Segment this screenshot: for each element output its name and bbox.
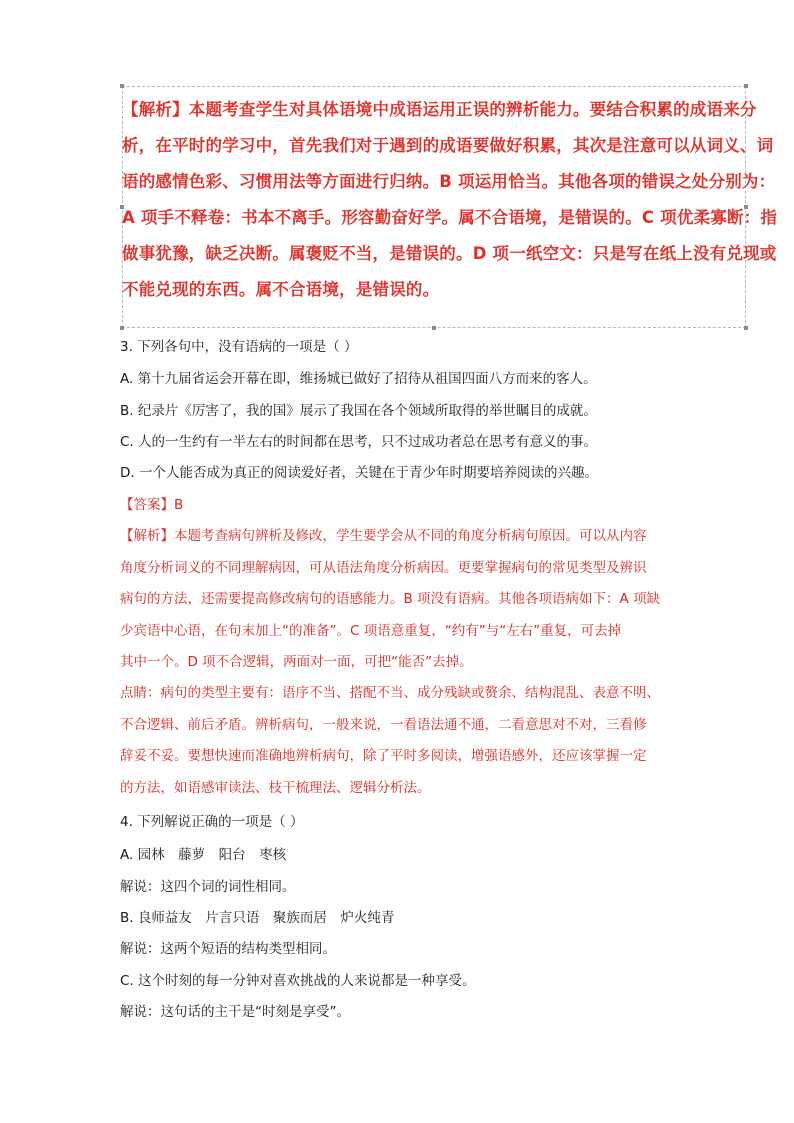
question-4-option-a: A. 园林 藤萝 阳台 枣核 (120, 847, 287, 863)
question-3-option-b: B. 纪录片《厉害了，我的国》展示了我国在各个领域所取得的举世瞩目的成就。 (120, 403, 597, 419)
analysis-line: 病句的方法，还需要提高修改病句的语感能力。B 项没有语病。其他各项语病如下：A 项缺 (120, 591, 661, 607)
q2-analysis-block (122, 92, 778, 308)
resize-handle[interactable] (744, 326, 748, 330)
question-3-tip (120, 678, 680, 804)
question-4-option-b: B. 良师益友 片言只语 聚族而居 炉火纯青 (120, 910, 395, 926)
analysis-line: 少宾语中心语，在句末加上“的准备”。C 项语意重复，“约有”与“左右”重复，可去掉 (120, 622, 622, 639)
question-4-option-c: C. 这个时刻的每一分钟对喜欢挑战的人来说都是一种享受。 (120, 973, 476, 989)
analysis-line: 【解析】本题考查病句辨析及修改，学生要学会从不同的角度分析病句原因。可以从内容 (120, 528, 647, 544)
tip-line: 不合逻辑、前后矛盾。辨析病句，一般来说，一看语法通不通，二看意思对不对，三看修 (120, 716, 647, 733)
analysis-line: 不能兑现的东西。属不合语境，是错误的。 (122, 280, 440, 299)
question-3-option-c: C. 人的一生约有一半左右的时间都在思考，只不过成功者总在思考有意义的事。 (120, 434, 598, 450)
question-4-explain-c: 解说：这句话的主干是“时刻是享受”。 (120, 1004, 350, 1020)
analysis-line: A 项手不释卷：书本不离手。形容勤奋好学。属不合语境，是错误的。C 项优柔寡断：指 (122, 208, 778, 227)
analysis-line: 语的感情色彩、习惯用法等方面进行归纳。B 项运用恰当。其他各项的错误之处分别为： (122, 172, 776, 191)
question-3-analysis (120, 521, 680, 679)
question-4-explain-b: 解说：这两个短语的结构类型相同。 (120, 941, 336, 957)
analysis-line: 其中一个。D 项不合逻辑，两面对一面，可把“能否”去掉。 (120, 654, 473, 670)
question-3-option-a: A. 第十九届省运会开幕在即，维扬城已做好了招待从祖国四面八方而来的客人。 (120, 371, 597, 387)
resize-handle[interactable] (120, 326, 124, 330)
tip-line: 的方法，如语感审读法、枝干梳理法、逻辑分析法。 (120, 779, 431, 796)
tip-line: 点睛：病句的类型主要有：语序不当、搭配不当、成分残缺或赘余、结构混乱、表意不明、 (120, 685, 660, 701)
analysis-line: 析，在平时的学习中，首先我们对于遇到的成语要做好积累，其次是注意可以从词义、词 (122, 136, 774, 155)
resize-handle[interactable] (120, 84, 124, 88)
question-4-stem: 4. 下列解说正确的一项是（ ） (120, 814, 304, 830)
resize-handle[interactable] (744, 84, 748, 88)
question-4-explain-a: 解说：这四个词的词性相同。 (120, 879, 296, 895)
resize-handle[interactable] (432, 326, 436, 330)
question-3-answer: 【答案】B (120, 497, 184, 513)
analysis-line: 【解析】本题考查学生对具体语境中成语运用正误的辨析能力。要结合积累的成语来分 (122, 100, 757, 119)
question-3-stem: 3. 下列各句中，没有语病的一项是（ ） (120, 339, 358, 355)
question-3-option-d: D. 一个人能否成为真正的阅读爱好者，关键在于青少年时期要培养阅读的兴趣。 (120, 465, 598, 481)
tip-line: 辞妥不妥。要想快速而准确地辨析病句，除了平时多阅读，增强语感外，还应该掌握一定 (120, 748, 647, 764)
analysis-line: 做事犹豫，缺乏决断。属褒贬不当，是错误的。D 项一纸空文：只是写在纸上没有兑现或 (122, 244, 777, 263)
analysis-line: 角度分析词义的不同理解病因，可从语法角度分析病因。更要掌握病句的常见类型及辨识 (120, 559, 647, 576)
